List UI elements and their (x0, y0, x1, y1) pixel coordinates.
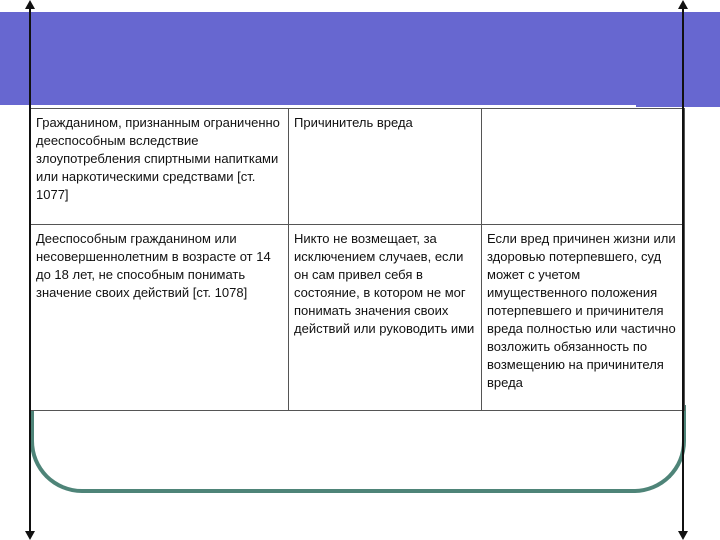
arrow-shaft (29, 8, 31, 532)
table-cell: Никто не возмещает, за исключением случаев, если он сам привел себя в состояние, в котором не мог понимать значения своих действий или руководить ими (289, 225, 482, 411)
header-banner (0, 12, 720, 107)
table-cell: Гражданином, признанным ограниченно дееспособным вследствие злоупотребления спиртными напитками или наркотическими средствами [ст. 1077] (31, 109, 289, 225)
arrow-down-icon (25, 531, 35, 540)
table-row (31, 225, 685, 411)
table-cell (482, 109, 685, 225)
table-row (31, 109, 685, 225)
table-cell: Дееспособным гражданином или несовершеннолетним в возрасте от 14 до 18 лет, не способным понимать значение своих действий [ст. 1078] (31, 225, 289, 411)
table-cell: Причинитель вреда (289, 109, 482, 225)
arrow-down-icon (678, 531, 688, 540)
table-cell: Если вред причинен жизни или здоровью потерпевшего, суд может с учетом имущественного положения потерпевшего и причинителя вреда полностью или частично возложить обязанность по возмещению на причинителя вреда (482, 225, 685, 411)
rounded-bottom-frame (30, 405, 686, 493)
liability-table (30, 108, 685, 411)
arrow-shaft (682, 8, 684, 532)
